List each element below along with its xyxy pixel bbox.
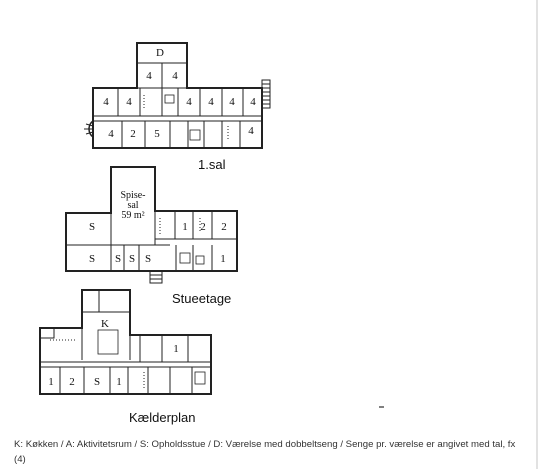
room-label: S — [144, 253, 152, 265]
room-label: 1 — [116, 376, 122, 388]
room-label: 4 — [250, 96, 256, 108]
room-label: 4 — [248, 125, 254, 137]
room-label: 2 — [69, 376, 75, 388]
room-label: S — [93, 376, 101, 388]
dining-label: Spise- — [120, 190, 146, 201]
room-label: 1 — [182, 221, 188, 233]
room-label: 2 — [200, 221, 206, 233]
dining-area: 59 m² — [121, 210, 145, 221]
ground-floor-label: Stueetage — [172, 291, 232, 306]
room-label-k: K — [101, 318, 109, 330]
room-label: 1 — [220, 253, 226, 265]
room-label: 4 — [103, 96, 109, 108]
room-label: 2 — [130, 128, 136, 140]
room-label: 1 — [48, 376, 54, 388]
room-label: 4 — [146, 70, 152, 82]
room-label: 4 — [229, 96, 235, 108]
basement-label: Kælderplan — [129, 410, 196, 425]
room-label: S — [128, 253, 136, 265]
room-label: 4 — [172, 70, 178, 82]
room-label: 4 — [108, 128, 114, 140]
room-label: 5 — [154, 128, 160, 140]
dining-label: sal — [127, 200, 139, 211]
room-label: 2 — [221, 221, 227, 233]
room-label: 1 — [173, 343, 179, 355]
legend-text: K: Køkken / A: Aktivitetsrum / S: Opholdsstue / D: Værelse med dobbeltseng / Senge pr. værelse er angivet med tal, fx (4) — [14, 439, 516, 465]
room-label: S — [88, 221, 96, 233]
room-label: 4 — [126, 96, 132, 108]
room-label: S — [88, 253, 96, 265]
room-label: 4 — [186, 96, 192, 108]
room-label: S — [114, 253, 122, 265]
first-floor-label: 1.sal — [198, 157, 226, 172]
room-label-d: D — [156, 47, 164, 59]
room-label: 4 — [208, 96, 214, 108]
